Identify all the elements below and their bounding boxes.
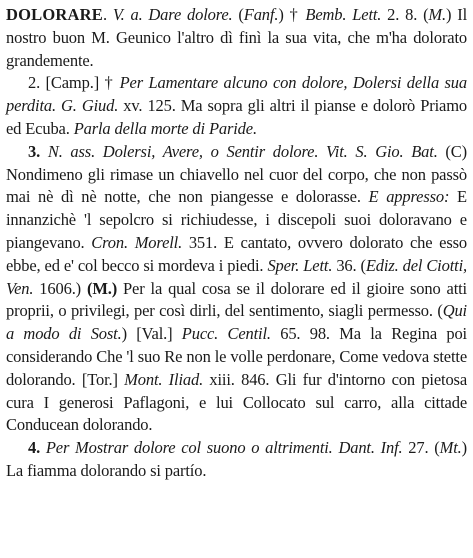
entry-paragraph-1 (6, 4, 467, 72)
text-run: Ediz. del Ciotti, Ven. (6, 255, 467, 298)
text-run: Mt. (439, 438, 462, 458)
text-run: 65. 98. Ma la Regina poi considerando Che 'l suo Re non le volle perdonare, Come vedova stette dolorando. [Tor.] (6, 324, 467, 389)
text-run: V. a. Dare dolore. (112, 5, 233, 24)
text-run: Per Lamentare alcuno con dolore, Dolersi della sua perdita. G. Giud. (6, 73, 468, 116)
text-run: N. ass. Dolersi, Avere, o Sentir dolore. Vit. S. Gio. Bat. (47, 141, 438, 161)
text-run: 27. ( (402, 438, 440, 458)
text-run: Qui a modo di Sost. (6, 301, 467, 344)
text-run: M. (428, 5, 446, 24)
text-run: Bemb. Lett. (305, 5, 382, 24)
text-run: Sper. Lett. (267, 255, 333, 275)
text-run: (M.) (86, 278, 118, 298)
text-run: ) Il nostro buon M. Geunico l'altro dì finì la sua vita, che m'ha dolorato grandemente. (6, 5, 467, 70)
sense-3-paragraph (6, 141, 467, 437)
text-run: E appresso: (368, 187, 450, 207)
text-run: . (102, 5, 113, 24)
text-run: Mont. Iliad. (124, 369, 204, 389)
text-run: Per Mostrar dolore col suono o altrimenti. Dant. Inf. (45, 438, 403, 458)
text-run: ) † (278, 5, 306, 24)
text-run: xiii. 846. Gli fur d'intorno con pietosa cura I generosi Paflagoni, e lui Collocato sul carro, alla cittade Conducean dolorando. (6, 369, 468, 435)
text-run: Pucc. Centil. (181, 324, 271, 344)
text-run: Cron. Morell. (91, 232, 183, 252)
text-run: DOLORARE (6, 5, 103, 24)
text-run: 3. (28, 141, 48, 161)
text-run: Fanf. (243, 5, 279, 24)
text-run: ) [Val.] (121, 324, 182, 344)
text-run: ) La fiamma dolorando si partío. (6, 438, 467, 480)
text-run: 36. ( (332, 255, 366, 275)
text-run: ( (232, 5, 244, 24)
text-run: xv. 125. Ma sopra gli altri il pianse e dolorò Priamo ed Ecuba. (6, 96, 467, 138)
text-run: 4. (28, 438, 46, 458)
text-run: (C) Nondimeno gli rimase un chiavello nel cuor del corpo, che non passò mai nè dì nè notte, che non piangesse e dolorasse. (6, 141, 467, 207)
sense-2-paragraph (6, 72, 467, 140)
text-run: 1606.) (33, 278, 87, 298)
text-run: 2. 8. ( (381, 5, 429, 24)
text-run: Parla della morte di Paride. (73, 118, 257, 138)
text-run: Per la qual cosa se il dolorare ed il gioire sono atti proprii, o privilegi, per così dirli, del sentimento, siagli permesso. ( (6, 278, 467, 321)
text-run: 2. [Camp.] † (28, 73, 120, 93)
text-run: E innanzichè 'l sepolcro si richiudesse, i discepoli suoi doloravano e piangevano. (6, 187, 467, 252)
sense-4-paragraph (6, 437, 467, 483)
text-run: 351. E cantato, ovvero dolorato che esso ebbe, ed e' col becco si mordeva i piedi. (6, 232, 468, 275)
